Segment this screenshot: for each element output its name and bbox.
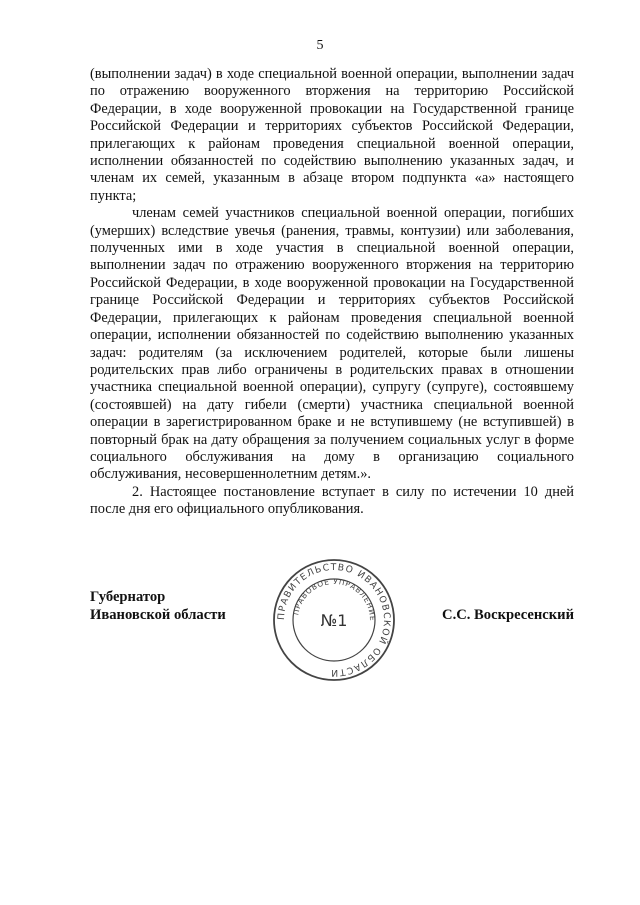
- paragraph-effective-date: 2. Настоящее постановление вступает в силу по истечении 10 дней после дня его официального опубликования.: [90, 483, 574, 518]
- paragraph-continuation: (выполнении задач) в ходе специальной военной операции, выполнении задач по отражению вооруженного вторжения на территорию Российской Федерации, в ходе вооруженной провокации на Государственной границе Российской Федерации и территориях субъектов Российской Федерации, прилегающих к районам проведения специальной военной операции, исполнении обязанностей по содействию выполнению указанных задач, и членам их семей, указанным в абзаце втором подпункта «а» настоящего пункта;: [90, 66, 574, 204]
- seal-outer-text: ПРАВИТЕЛЬСТВО ИВАНОВСКОЙ ОБЛАСТИ: [275, 561, 393, 679]
- seal-number: №1: [320, 611, 348, 630]
- paragraph-family-members: членам семей участников специальной военной операции, погибших (умерших) вследствие увечья (ранения, травмы, контузии) или заболевания, полученных ими в ходе участия в специальной военной операции, выполнении задач по отражению вооруженного вторжения на территорию Российской Федерации, в ходе вооруженной провокации на Государственной границе Российской Федерации и территориях субъектов Российской Федерации, прилегающих к районам проведения специальной военной операции, исполнении обязанностей по содействию выполнению указанных задач: родителям (за исключением родителей, которые были лишены родительских прав либо ограничены в родительских правах в отношении участника специальной военной операции), супругу (супруге), состоявшему (состоявшей) на дату гибели (смерти) участника специальной военной операции в зарегистрированном браке и не вступившему (не вступившей) в повторный брак на дату обращения за получением социальных услуг в форме социального обслуживания на дому в организацию социального обслуживания, несовершеннолетним детям.».: [90, 205, 574, 483]
- seal-inner-text: ПРАВОВОЕ УПРАВЛЕНИЕ: [291, 576, 378, 622]
- official-seal: [272, 558, 396, 682]
- signatory-region: Ивановской области: [90, 607, 226, 623]
- signatory-title: [90, 588, 226, 624]
- signatory-position: Губернатор: [90, 589, 166, 605]
- seal-icon: [272, 558, 396, 682]
- document-body: [90, 66, 574, 519]
- signatory-name: С.С. Воскресенский: [442, 607, 574, 623]
- page-number: 5: [316, 38, 324, 53]
